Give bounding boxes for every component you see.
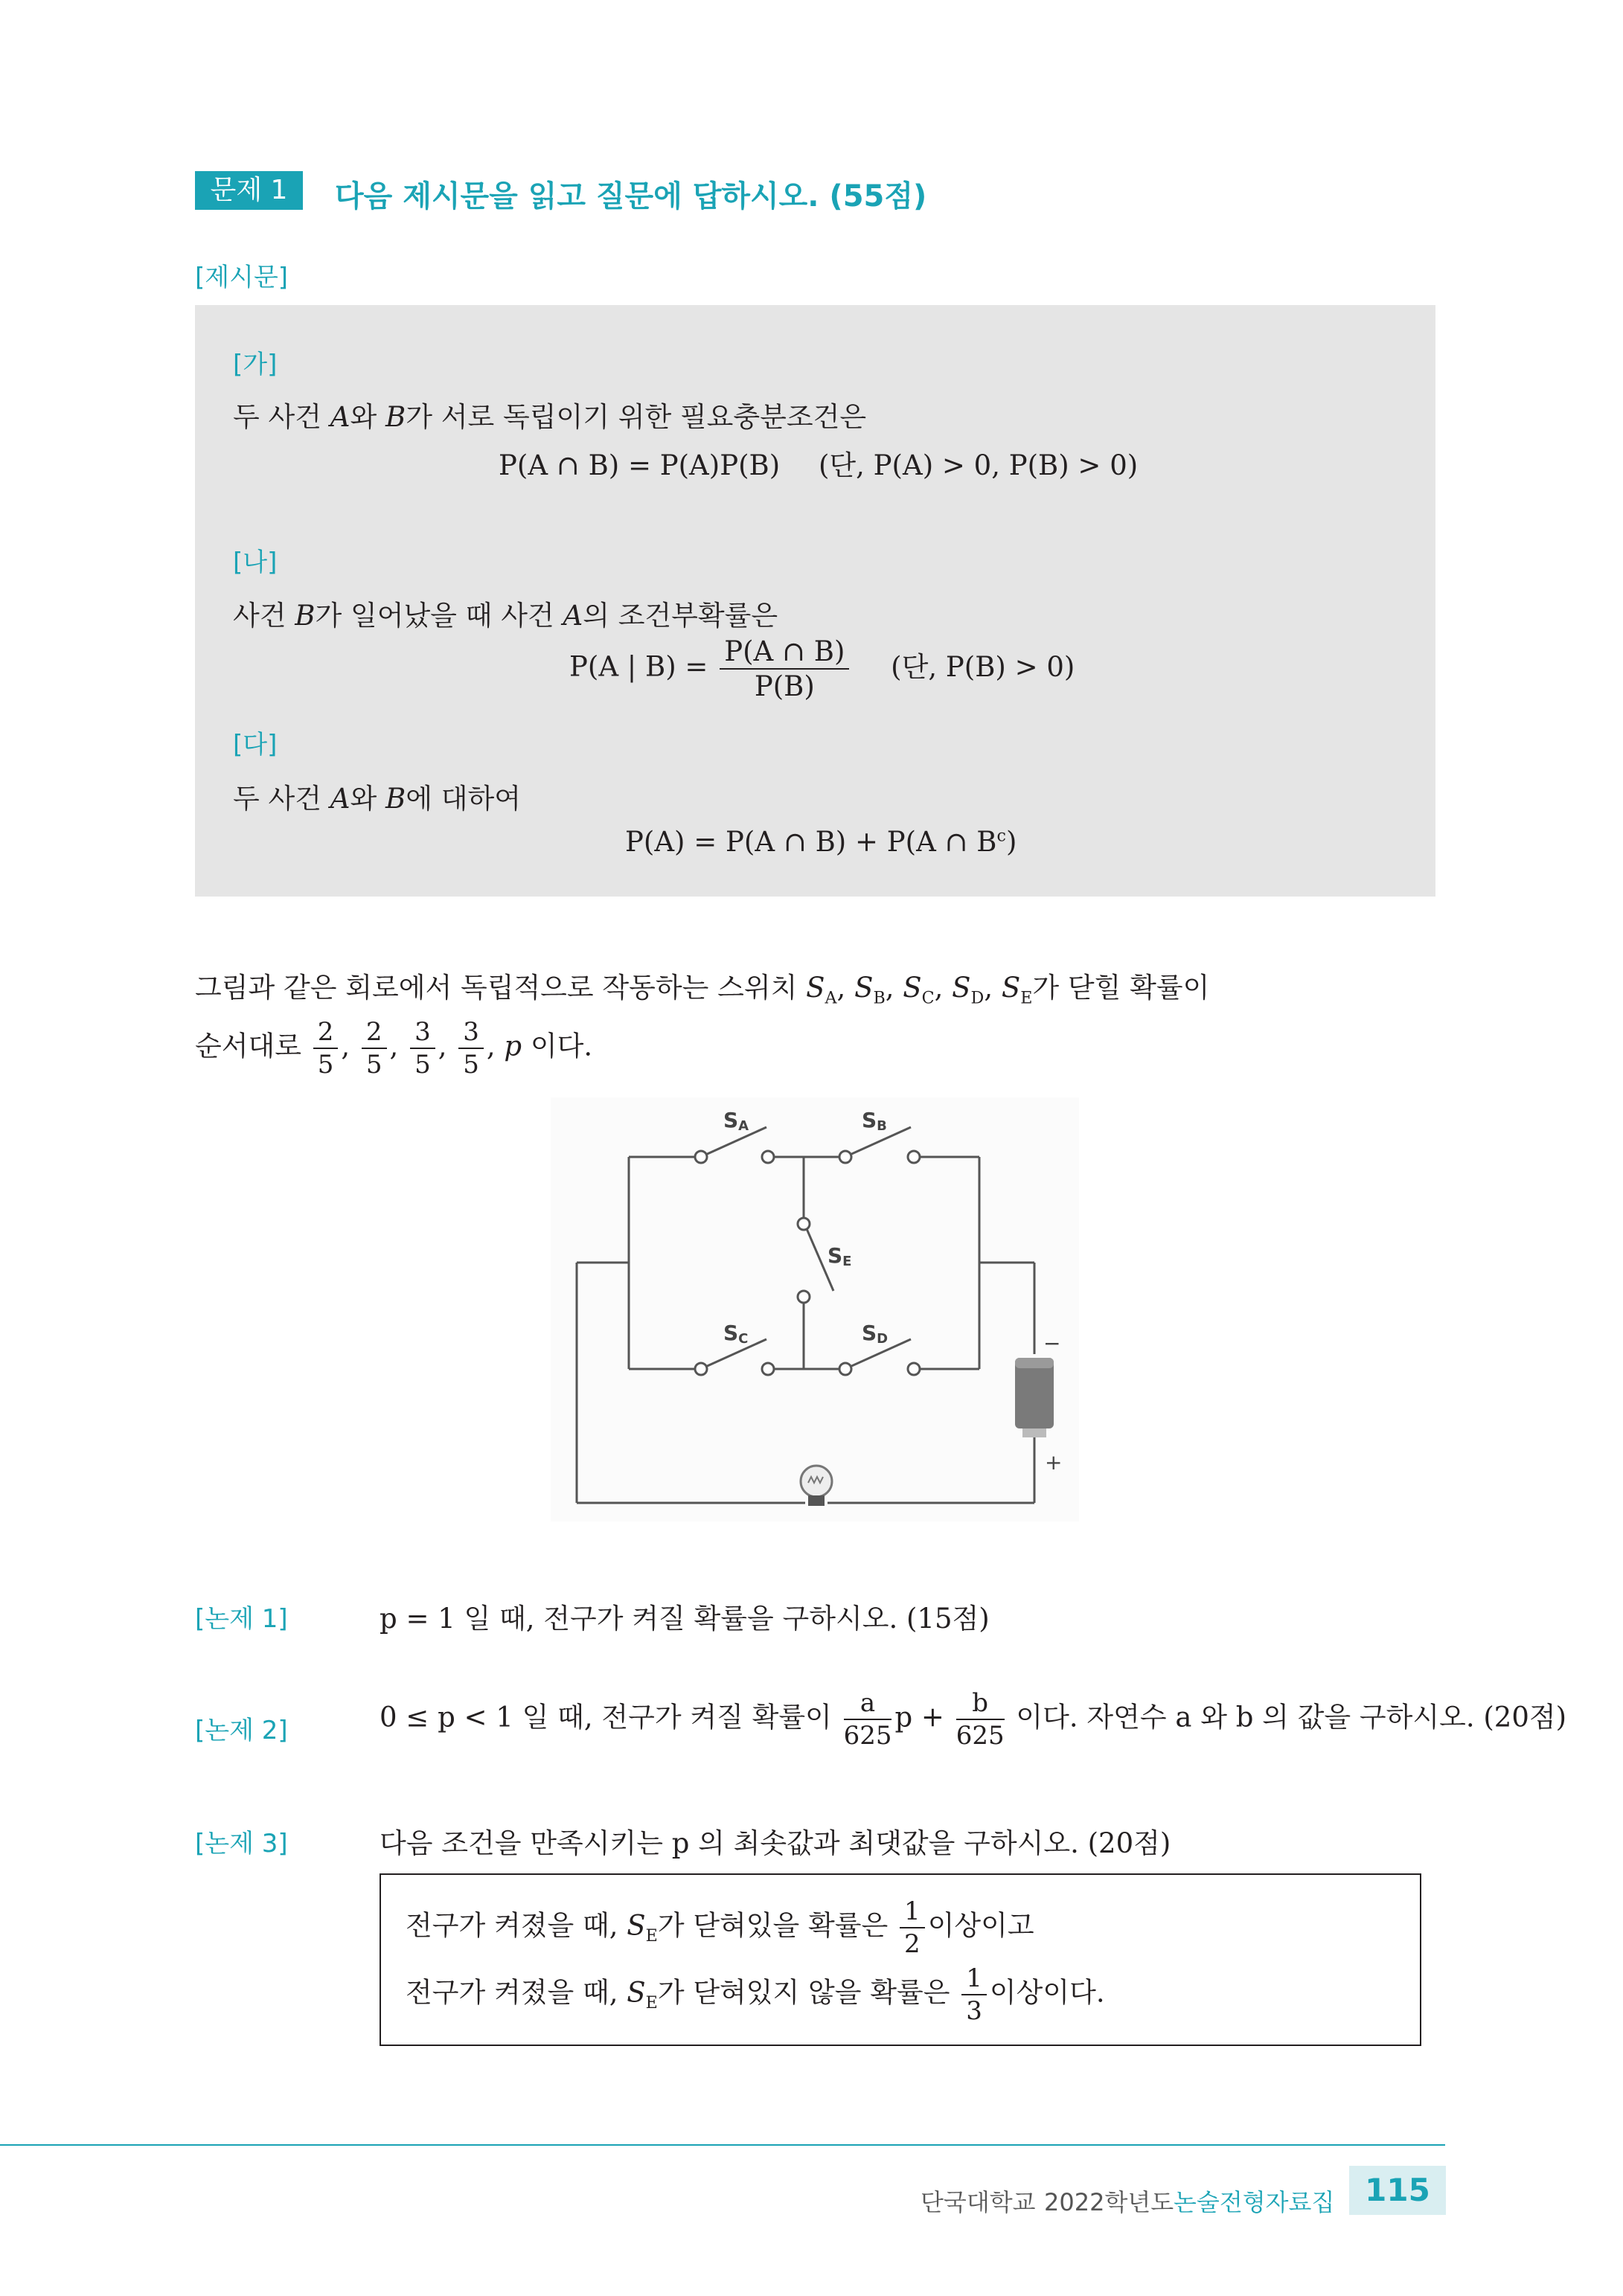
problem-1-text: p = 1 일 때, 전구가 켜질 확률을 구하시오. (15점) xyxy=(380,1603,990,1635)
passage-da-formula: P(A) = P(A ∩ B) + P(A ∩ $B^c$) xyxy=(625,826,1017,858)
switch-b-label: SB xyxy=(862,1108,887,1134)
problem-2-text: 0 ≤ p < 1 일 때, 전구가 켜질 확률이 $\frac{a}{625}$ p + $\frac{b}{625}$ 이다. 자연수 a 와 b 의 값을 구하시오. (20점) xyxy=(380,1688,1567,1751)
problem-1-label: [논제 1] xyxy=(195,1604,288,1634)
passage-na-label: [나] xyxy=(233,548,278,577)
problem-3-label: [논제 3] xyxy=(195,1829,288,1859)
passage-da-label: [다] xyxy=(233,730,278,760)
section-label: [제시문] xyxy=(195,263,289,292)
switch-a-label: SA xyxy=(723,1108,749,1134)
passage-ga-label: [가] xyxy=(233,350,278,379)
passage-na-text: 사건 B가 일어났을 때 사건 A의 조건부확률은 xyxy=(233,600,778,632)
problem-2-label: [논제 2] xyxy=(195,1716,288,1745)
footer-book: 논술전형자료집 xyxy=(1174,2188,1335,2216)
switch-c-label: SC xyxy=(723,1321,749,1347)
switch-e-label: SE xyxy=(827,1243,852,1269)
footer-rule xyxy=(0,2144,1445,2146)
passage-da-text: 두 사건 A와 B에 대하여 xyxy=(233,783,521,815)
battery-plus: + xyxy=(1045,1450,1063,1475)
condition-2: 전구가 켜졌을 때, $S_E$가 닫혀있지 않을 확률은 $\frac{1}{3}$ 이상이다. xyxy=(406,1963,1105,2026)
problem-title: 다음 제시문을 읽고 질문에 답하시오. (55점) xyxy=(335,179,927,214)
intro-line2: 순서대로 $\frac{2}{5}$ , $\frac{2}{5}$ , $\frac{3}{5}$ , $\frac{3}{5}$ , p 이다. xyxy=(195,1017,593,1080)
passage-ga-formula: P(A ∩ B) = P(A)P(B) (단, P(A) > 0, P(B) > 0) xyxy=(499,449,1139,481)
footer-school: 단국대학교 xyxy=(921,2188,1036,2216)
footer-year: 2022학년도 xyxy=(1044,2188,1174,2216)
circuit-diagram xyxy=(551,1097,1079,1521)
condition-1: 전구가 켜졌을 때, $S_E$가 닫혀있을 확률은 $\frac{1}{2}$ 이상이고 xyxy=(406,1896,1034,1959)
problem-badge: 문제 1 xyxy=(195,171,303,210)
passage-ga-text: 두 사건 A와 B가 서로 독립이기 위한 필요충분조건은 xyxy=(233,401,867,433)
battery-minus: − xyxy=(1043,1331,1061,1356)
switch-d-label: SD xyxy=(862,1321,889,1347)
intro-line1: 그림과 같은 회로에서 독립적으로 작동하는 스위치 $S_A$, $S_B$, $S_C$, $S_D$, $S_E$가 닫힐 확률이 xyxy=(195,972,1210,1008)
passage-na-formula: P(A | B) = $\frac{P(A \cap B)}{P(B)}$ (단, P(B) > 0) xyxy=(569,635,1075,702)
page-number: 115 xyxy=(1349,2166,1446,2215)
problem-3-text: 다음 조건을 만족시키는 p 의 최솟값과 최댓값을 구하시오. (20점) xyxy=(380,1827,1171,1859)
